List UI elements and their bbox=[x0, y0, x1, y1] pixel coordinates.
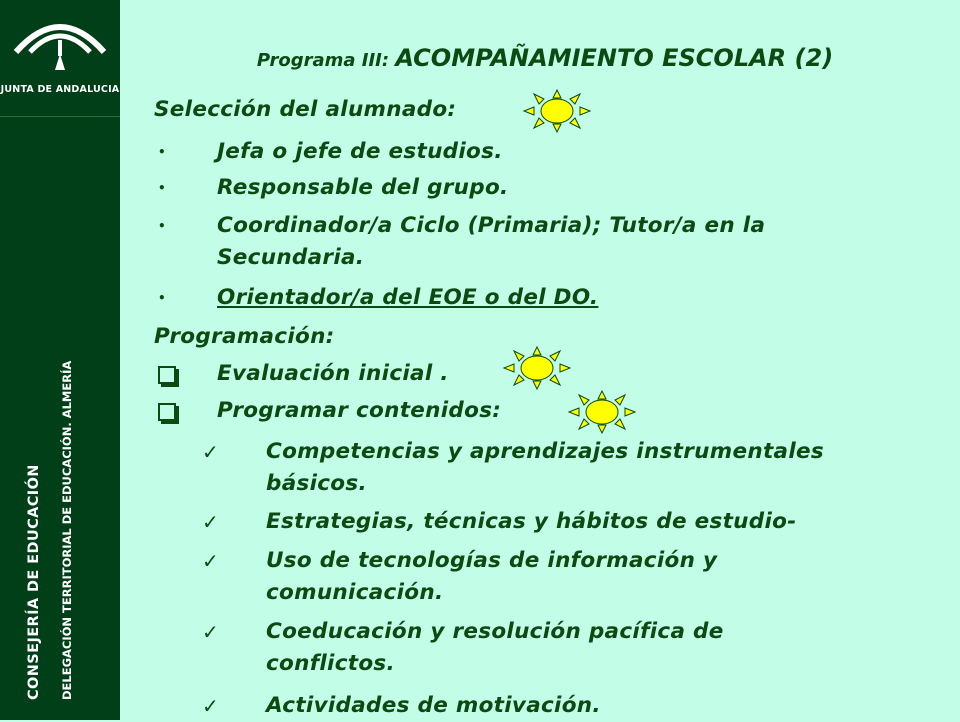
checkbox-bullet-icon bbox=[158, 403, 176, 421]
title-prefix: Programa III: bbox=[256, 50, 396, 71]
list-item-continuation: Secundaria. bbox=[217, 245, 365, 270]
junta-logo bbox=[0, 0, 120, 110]
bullet: • bbox=[158, 181, 166, 195]
sun-icon bbox=[522, 88, 592, 134]
checkbox-bullet-icon bbox=[158, 366, 176, 384]
sub-list-item: Estrategias, técnicas y hábitos de estudio- bbox=[266, 509, 797, 534]
sub-list-item-continuation: básicos. bbox=[266, 471, 367, 496]
logo-text: JUNTA DE ANDALUCIA bbox=[0, 84, 120, 95]
checkmark-icon: ✓ bbox=[202, 620, 219, 644]
list-item: Responsable del grupo. bbox=[217, 175, 509, 200]
sub-list-item: Actividades de motivación. bbox=[266, 693, 601, 718]
checkmark-icon: ✓ bbox=[202, 549, 219, 573]
checkmark-icon: ✓ bbox=[202, 440, 219, 464]
sub-list-item-continuation: conflictos. bbox=[266, 651, 395, 676]
vertical-delegacion: DELEGACIÓN TERRITORIAL DE EDUCACIÓN. ALMERÍA bbox=[60, 360, 74, 700]
vertical-consejeria: CONSEJERÍA DE EDUCACIÓN bbox=[26, 464, 42, 700]
list-item: Jefa o jefe de estudios. bbox=[217, 139, 503, 164]
list-item: Evaluación inicial . bbox=[217, 361, 449, 386]
sun-icon bbox=[567, 389, 637, 435]
list-item: Coordinador/a Ciclo (Primaria); Tutor/a en la bbox=[217, 213, 766, 238]
bullet: • bbox=[158, 219, 166, 233]
sidebar bbox=[0, 0, 120, 720]
junta-logo-icon bbox=[0, 0, 120, 84]
list-item: Programar contenidos: bbox=[217, 398, 502, 423]
list-item-underlined: Orientador/a del EOE o del DO. bbox=[217, 285, 599, 310]
sun-icon bbox=[502, 345, 572, 391]
sidebar-divider bbox=[0, 116, 120, 117]
seleccion-heading: Selección del alumnado: bbox=[154, 97, 457, 122]
sub-list-item: Uso de tecnologías de información y bbox=[266, 548, 718, 573]
page-title bbox=[130, 44, 960, 72]
bullet: • bbox=[158, 145, 166, 159]
sub-list-item: Coeducación y resolución pacífica de bbox=[266, 619, 724, 644]
sub-list-item-continuation: comunicación. bbox=[266, 580, 444, 605]
sub-list-item: Competencias y aprendizajes instrumentales bbox=[266, 439, 824, 464]
bullet: • bbox=[158, 291, 166, 305]
title-main: ACOMPAÑAMIENTO ESCOLAR (2) bbox=[395, 44, 834, 72]
programacion-heading: Programación: bbox=[154, 324, 335, 349]
checkmark-icon: ✓ bbox=[202, 510, 219, 534]
checkmark-icon: ✓ bbox=[202, 694, 219, 718]
